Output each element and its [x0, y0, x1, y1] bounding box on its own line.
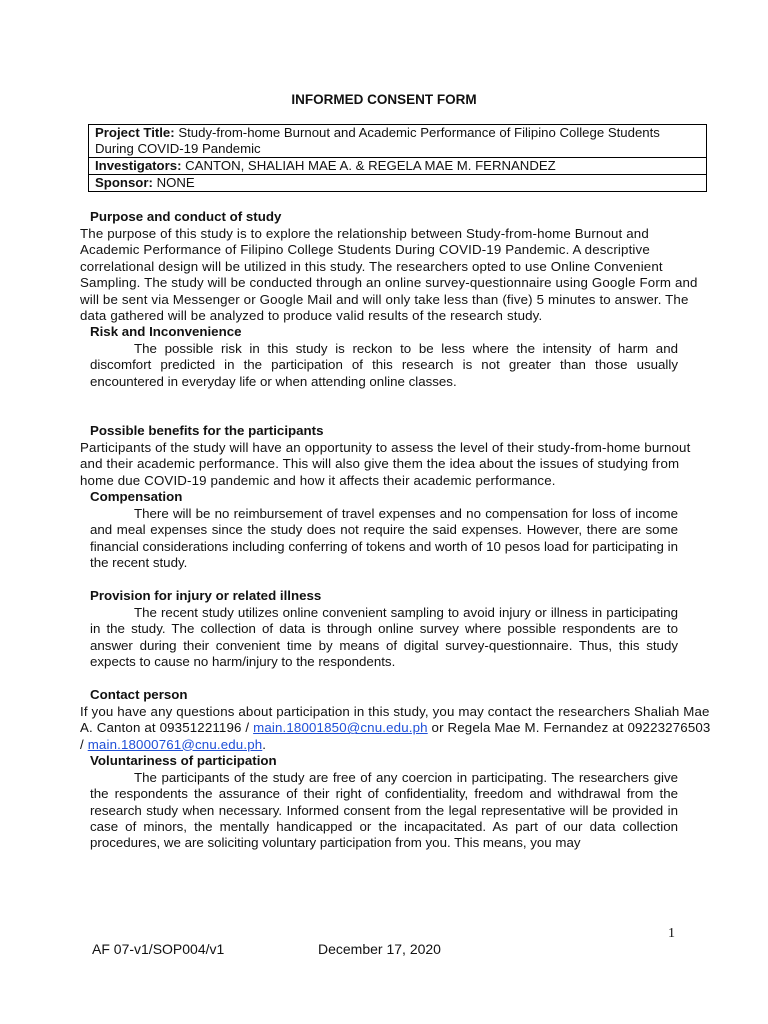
contact-body: [80, 704, 712, 753]
risk-body: The possible risk in this study is reckon to be less where the intensity of harm and discomfort predicted in the participation of this research is not greater than those usually encountered in everyday life or when attending online classes.: [90, 341, 678, 389]
sponsor-label: Sponsor:: [95, 175, 153, 190]
voluntariness-heading: Voluntariness of participation: [90, 753, 277, 768]
document-date: December 17, 2020: [318, 941, 441, 957]
page-title: INFORMED CONSENT FORM: [291, 92, 477, 107]
compensation-heading: Compensation: [90, 489, 183, 504]
email-link-canton[interactable]: main.18001850@cnu.edu.ph: [253, 720, 428, 736]
injury-body: The recent study utilizes online convenient sampling to avoid injury or illness in participating in the study. The collection of data is through online survey where possible respondents are to answer during their convenient time by means of digital survey-questionnaire. Thus, this study expects to cause no harm/injury to the respondents.: [90, 605, 678, 669]
voluntariness-body: The participants of the study are free of any coercion in participating. The researchers give the respondents the assurance of their right of confidentiality, freedom and withdrawal from the research study when necessary. Informed consent from the legal representative will be provided in case of minors, the mentally handicapped or the incapacitated. As part of our data collection procedures, we are soliciting voluntary participation from you. This means, you may: [90, 770, 678, 851]
injury-heading: Provision for injury or related illness: [90, 588, 322, 603]
benefits-heading: Possible benefits for the participants: [90, 423, 324, 438]
project-title-label: Project Title:: [95, 125, 175, 140]
sponsor-value: NONE: [156, 175, 195, 190]
contact-text: or Regela Mae M. Fernandez at 09223276503 /: [80, 720, 711, 752]
page-number: 1: [668, 926, 675, 941]
project-info-table: [88, 124, 707, 192]
contact-text: If you have any questions about participation in this study, you may contact the researchers Shaliah Mae A. Canton at 09351221196 /: [80, 704, 710, 736]
compensation-body: There will be no reimbursement of travel expenses and no compensation for loss of income and meal expenses since the study does not require the said expenses. However, there are some financial considerations including conferring of tokens and worth of 10 pesos load for participating in the recent study.: [90, 506, 678, 570]
purpose-heading: Purpose and conduct of study: [90, 209, 282, 224]
purpose-body: The purpose of this study is to explore the relationship between Study-from-home Burnout and Academic Performance of Filipino College Students During COVID-19 Pandemic. A descriptive correlational design will be utilized in this study. The researchers opted to use Online Convenient Sampling. The study will be conducted through an online survey-questionnaire using Google Form and will be sent via Messenger or Google Mail and will only take less than (five) 5 minutes to answer. The data gathered will be analyzed to produce valid results of the research study.: [80, 226, 698, 324]
sponsor-row: [89, 174, 706, 191]
benefits-body: Participants of the study will have an opportunity to assess the level of their study-from-home burnout and their academic performance. This will also give them the idea about the issues of studying from home due COVID-19 pandemic and how it affects their academic performance.: [80, 440, 691, 488]
investigators-label: Investigators:: [95, 158, 182, 173]
document-code: AF 07-v1/SOP004/v1: [92, 941, 225, 957]
email-link-fernandez[interactable]: main.18000761@cnu.edu.ph: [87, 736, 263, 752]
investigators-value: CANTON, SHALIAH MAE A. & REGELA MAE M. FERNANDEZ: [185, 158, 556, 173]
project-title-value: Study-from-home Burnout and Academic Performance of Filipino College Students During COVID-19 Pandemic: [95, 125, 660, 156]
risk-heading: Risk and Inconvenience: [90, 324, 242, 339]
contact-heading: Contact person: [90, 687, 188, 702]
investigators-row: [89, 157, 706, 174]
project-title-row: [89, 125, 706, 157]
contact-text: .: [262, 736, 267, 752]
